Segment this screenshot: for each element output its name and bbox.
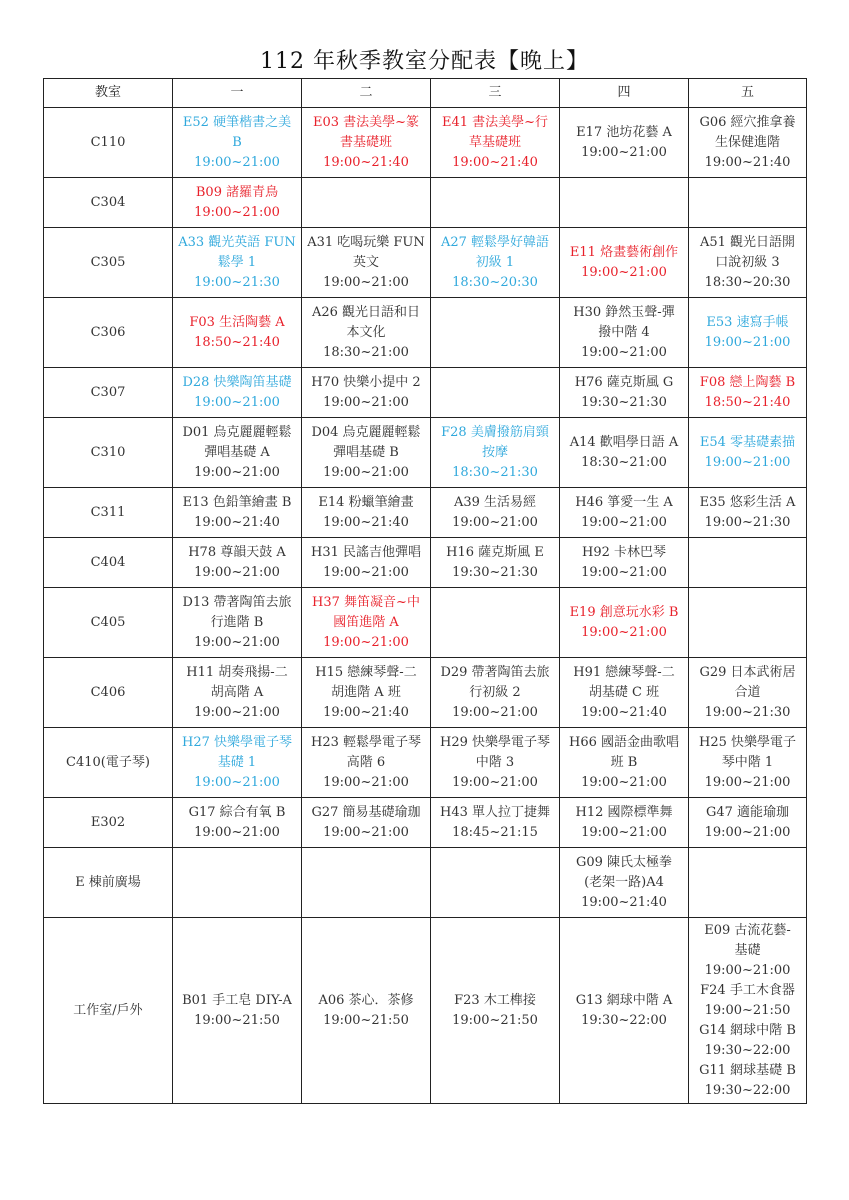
class-line: E13 色鉛筆繪畫 B (182, 494, 292, 510)
class-line: H46 箏愛一生 A (575, 494, 673, 510)
class-line: H76 薩克斯風 G (574, 374, 674, 390)
class-line: 英文 (352, 254, 379, 270)
class-cell (689, 488, 807, 538)
class-line: A33 觀光英語 FUN (178, 234, 296, 250)
table-row (44, 488, 807, 538)
class-line: 19:00~21:30 (704, 704, 791, 720)
class-line: 撥中階 4 (598, 324, 650, 340)
class-cell (431, 298, 560, 368)
class-line: 19:00~21:40 (704, 154, 791, 170)
class-line: 19:00~21:00 (704, 774, 791, 790)
class-line: G06 經穴推拿養 (699, 114, 796, 130)
class-cell (689, 658, 807, 728)
class-cell (431, 418, 560, 488)
page-title: 112 年秋季教室分配表【晚上】 (260, 49, 589, 74)
class-line: 19:00~21:50 (452, 1012, 538, 1028)
class-line: H15 戀練琴聲-二 (315, 664, 417, 680)
class-line: 基礎 (734, 942, 761, 958)
table-row (44, 418, 807, 488)
class-line: 18:50~21:40 (704, 394, 791, 410)
table-row (44, 368, 807, 418)
class-cell (431, 108, 560, 178)
room-cell: C307 (44, 368, 173, 418)
class-line: 本文化 (346, 324, 386, 340)
class-line: H23 輕鬆學電子琴 (310, 734, 421, 750)
class-line: 19:00~21:40 (452, 154, 538, 170)
class-line: 19:00~21:00 (323, 274, 409, 290)
header-fri: 五 (689, 79, 807, 108)
class-line: D01 烏克麗麗輕鬆 (182, 424, 292, 440)
room-cell: C306 (44, 298, 173, 368)
class-cell (302, 368, 431, 418)
class-cell (431, 728, 560, 798)
class-line: A27 輕鬆學好韓語 (440, 234, 550, 250)
header-thu: 四 (560, 79, 689, 108)
class-line: 19:30~21:30 (581, 394, 667, 410)
class-cell (302, 178, 431, 228)
class-cell (431, 848, 560, 918)
class-cell (173, 108, 302, 178)
class-line: 19:00~21:40 (194, 514, 280, 530)
class-cell (431, 918, 560, 1104)
class-line: A26 觀光日語和日 (311, 304, 421, 320)
class-line: H37 舞笛凝音~中 (312, 594, 420, 610)
class-line: E53 速寫手帳 (706, 314, 789, 330)
class-cell (431, 538, 560, 588)
class-line: 19:00~21:00 (194, 824, 280, 840)
class-cell (689, 798, 807, 848)
room-cell: C404 (44, 538, 173, 588)
class-line: 19:00~21:50 (194, 1012, 280, 1028)
class-line: 19:00~21:00 (323, 394, 409, 410)
class-line: E14 粉蠟筆繪畫 (318, 494, 414, 510)
class-line: H70 快樂小提中 2 (311, 374, 421, 390)
class-line: 19:00~21:00 (581, 774, 667, 790)
class-line: 胡高階 A (210, 684, 264, 700)
class-cell (173, 228, 302, 298)
class-line: 19:00~21:00 (704, 962, 791, 978)
class-line: F28 美膚撥筋肩頸 (441, 424, 549, 440)
class-line: 19:00~21:00 (323, 564, 409, 580)
header-room: 教室 (44, 79, 173, 108)
class-cell (431, 588, 560, 658)
class-line: H16 薩克斯風 E (446, 544, 544, 560)
class-line: G13 網球中階 A (575, 992, 673, 1008)
class-cell (302, 418, 431, 488)
class-line: 胡基礎 C 班 (588, 684, 660, 700)
header-row (44, 79, 807, 108)
class-cell (560, 798, 689, 848)
class-cell (173, 658, 302, 728)
class-line: 19:00~21:00 (704, 824, 791, 840)
table-row (44, 538, 807, 588)
class-line: E11 烙畫藝術創作 (569, 244, 679, 260)
class-line: 19:00~21:00 (704, 454, 791, 470)
class-line: 19:00~21:00 (194, 154, 280, 170)
class-cell (302, 108, 431, 178)
class-cell (689, 368, 807, 418)
class-cell (560, 538, 689, 588)
class-line: H27 快樂學電子琴 (181, 734, 292, 750)
class-cell (302, 588, 431, 658)
class-line: 19:00~21:50 (323, 1012, 409, 1028)
class-line: 行初級 2 (469, 684, 521, 700)
class-line: B (232, 134, 242, 150)
class-line: E54 零基礎素描 (699, 434, 796, 450)
class-line: 18:30~21:00 (581, 454, 667, 470)
room-cell: C305 (44, 228, 173, 298)
class-cell (560, 108, 689, 178)
class-line: F24 手工木食器 (700, 982, 795, 998)
class-cell (689, 848, 807, 918)
class-line: 19:00~21:50 (704, 1002, 791, 1018)
class-line: H30 錚然玉聲-彈 (573, 304, 675, 320)
class-line: 19:00~21:40 (323, 514, 409, 530)
class-line: 19:00~21:00 (194, 464, 280, 480)
class-line: H31 民謠吉他彈唱 (310, 544, 421, 560)
class-line: 彈唱基礎 A (204, 444, 270, 460)
class-line: G14 網球中階 B (699, 1022, 796, 1038)
table-row (44, 298, 807, 368)
class-line: H91 戀練琴聲-二 (573, 664, 675, 680)
class-line: 琴中階 1 (721, 754, 774, 770)
class-line: 草基礎班 (468, 134, 521, 150)
class-line: 18:30~20:30 (452, 274, 538, 290)
class-cell (302, 228, 431, 298)
class-line: 19:00~21:00 (194, 394, 280, 410)
class-cell (689, 728, 807, 798)
class-cell (302, 538, 431, 588)
class-line: 19:00~21:40 (581, 704, 667, 720)
class-line: 按摩 (481, 444, 508, 460)
room-cell: C410(電子琴) (44, 728, 173, 798)
class-line: D28 快樂陶笛基礎 (182, 374, 292, 390)
room-cell: C311 (44, 488, 173, 538)
class-cell (560, 178, 689, 228)
class-cell (302, 488, 431, 538)
class-cell (560, 658, 689, 728)
class-line: 初級 1 (475, 254, 515, 270)
class-line: E41 書法美學~行 (441, 114, 549, 130)
table-row (44, 728, 807, 798)
class-line: 19:00~21:00 (323, 774, 409, 790)
class-line: 19:00~21:00 (581, 264, 667, 280)
class-line: 19:30~22:00 (581, 1012, 667, 1028)
class-line: 高階 6 (346, 754, 386, 770)
class-line: G09 陳氏太極拳 (575, 854, 673, 870)
room-cell: C405 (44, 588, 173, 658)
class-line: A31 吃喝玩樂 FUN (307, 234, 425, 250)
class-line: 胡進階 A 班 (331, 684, 401, 700)
class-line: B09 諸羅青鳥 (195, 184, 279, 200)
class-line: G29 日本武術居 (699, 664, 796, 680)
class-line: 19:00~21:00 (323, 824, 409, 840)
class-cell (689, 588, 807, 658)
class-cell (560, 418, 689, 488)
header-tue: 二 (302, 79, 431, 108)
class-line: B01 手工皂 DIY-A (182, 992, 292, 1008)
class-line: 19:00~21:30 (704, 514, 791, 530)
schedule-table (43, 78, 807, 1104)
class-cell (173, 538, 302, 588)
class-cell (431, 798, 560, 848)
class-line: 19:00~21:00 (323, 634, 409, 650)
class-line: H12 國際標準舞 (575, 804, 673, 820)
class-cell (173, 368, 302, 418)
table-row (44, 588, 807, 658)
room-cell: C304 (44, 178, 173, 228)
class-line: (老架一路)A4 (584, 874, 664, 890)
header-wed: 三 (431, 79, 560, 108)
class-line: H78 尊韻天鼓 A (188, 544, 286, 560)
table-row (44, 108, 807, 178)
class-line: 19:00~21:00 (581, 824, 667, 840)
class-cell (173, 588, 302, 658)
class-line: 生保健進階 (714, 134, 780, 150)
room-cell: C310 (44, 418, 173, 488)
class-line: E52 硬筆楷書之美 (182, 114, 292, 130)
class-cell (689, 108, 807, 178)
class-line: 19:30~22:00 (704, 1082, 791, 1098)
class-line: 中階 3 (475, 754, 515, 770)
class-line: 19:00~21:00 (452, 704, 538, 720)
room-cell: 工作室/戶外 (44, 918, 173, 1104)
class-line: 國笛進階 A (333, 614, 399, 630)
class-line: G11 網球基礎 B (699, 1062, 796, 1078)
class-line: F03 生活陶藝 A (189, 314, 285, 330)
table-row (44, 228, 807, 298)
class-line: 19:00~21:40 (581, 894, 667, 910)
class-line: 19:00~21:40 (323, 154, 409, 170)
class-cell (431, 178, 560, 228)
class-cell (560, 588, 689, 658)
room-cell: C110 (44, 108, 173, 178)
class-line: 19:00~21:00 (323, 464, 409, 480)
class-cell (173, 728, 302, 798)
class-line: 19:00~21:00 (452, 514, 538, 530)
class-line: H11 胡奏飛揚-二 (186, 664, 288, 680)
class-line: D04 烏克麗麗輕鬆 (311, 424, 421, 440)
class-line: 19:00~21:00 (194, 774, 280, 790)
class-cell (560, 918, 689, 1104)
class-cell (560, 228, 689, 298)
class-line: 18:30~20:30 (704, 274, 791, 290)
class-cell (173, 848, 302, 918)
class-cell (173, 298, 302, 368)
table-row (44, 178, 807, 228)
table-row (44, 798, 807, 848)
class-line: F08 戀上陶藝 B (699, 374, 796, 390)
class-cell (560, 488, 689, 538)
class-line: 19:00~21:00 (194, 634, 280, 650)
class-line: 19:00~21:00 (581, 144, 667, 160)
class-line: H25 快樂學電子 (698, 734, 796, 750)
class-line: 書基礎班 (339, 134, 392, 150)
class-cell (173, 918, 302, 1104)
class-cell (689, 178, 807, 228)
class-line: E35 悠彩生活 A (699, 494, 796, 510)
class-line: 19:00~21:00 (194, 564, 280, 580)
class-line: 行進階 B (210, 614, 264, 630)
class-line: E19 創意玩水彩 B (569, 604, 679, 620)
class-line: 18:50~21:40 (194, 334, 280, 350)
class-line: F23 木工榫接 (454, 992, 536, 1008)
class-line: 基礎 1 (217, 754, 257, 770)
class-line: A39 生活易經 (453, 494, 537, 510)
class-line: 19:00~21:00 (194, 704, 280, 720)
class-cell (173, 178, 302, 228)
class-line: 合道 (734, 684, 761, 700)
class-cell (560, 368, 689, 418)
class-cell (173, 488, 302, 538)
class-cell (560, 298, 689, 368)
class-line: 19:00~21:00 (194, 204, 280, 220)
class-line: 18:45~21:15 (452, 824, 538, 840)
table-row (44, 848, 807, 918)
class-line: 19:00~21:30 (194, 274, 280, 290)
class-line: 口說初級 3 (715, 254, 780, 270)
class-line: 19:00~21:00 (581, 624, 667, 640)
class-cell (689, 418, 807, 488)
class-line: 19:30~21:30 (452, 564, 538, 580)
room-cell: C406 (44, 658, 173, 728)
class-cell (689, 538, 807, 588)
class-cell (689, 228, 807, 298)
class-cell (431, 368, 560, 418)
room-cell: E 棟前廣場 (44, 848, 173, 918)
class-line: E09 古流花藝- (704, 922, 791, 938)
class-line: G17 綜合有氧 B (188, 804, 286, 820)
class-line: 班 B (610, 754, 638, 770)
class-cell (689, 918, 807, 1104)
class-line: H66 國語金曲歌唱 (568, 734, 679, 750)
class-line: E17 池坊花藝 A (576, 124, 672, 140)
class-line: 19:30~22:00 (704, 1042, 791, 1058)
class-cell (302, 298, 431, 368)
table-row (44, 918, 807, 1104)
class-cell (302, 918, 431, 1104)
class-line: 鬆學 1 (217, 254, 257, 270)
class-line: 19:00~21:00 (581, 344, 667, 360)
class-line: A06 茶心．茶修 (318, 992, 414, 1008)
class-cell (302, 798, 431, 848)
class-line: H29 快樂學電子琴 (439, 734, 550, 750)
class-cell (302, 848, 431, 918)
room-cell: E302 (44, 798, 173, 848)
class-line: 彈唱基礎 B (333, 444, 399, 460)
class-cell (431, 658, 560, 728)
class-cell (302, 728, 431, 798)
class-line: D29 帶著陶笛去旅 (440, 664, 550, 680)
class-line: 18:30~21:00 (323, 344, 409, 360)
class-line: A51 觀光日語開 (699, 234, 796, 250)
class-line: 18:30~21:30 (452, 464, 538, 480)
class-line: G27 簡易基礎瑜珈 (311, 804, 421, 820)
class-line: G47 適能瑜珈 (705, 804, 790, 820)
class-cell (431, 228, 560, 298)
class-cell (173, 418, 302, 488)
class-line: E03 書法美學~篆 (312, 114, 420, 130)
header-mon: 一 (173, 79, 302, 108)
class-cell (560, 848, 689, 918)
class-line: H43 單人拉丁捷舞 (439, 804, 550, 820)
class-line: 19:00~21:00 (452, 774, 538, 790)
class-line: H92 卡林巴琴 (581, 544, 666, 560)
class-line: 19:00~21:00 (581, 514, 667, 530)
class-cell (173, 798, 302, 848)
class-line: 19:00~21:40 (323, 704, 409, 720)
class-line: 19:00~21:00 (704, 334, 791, 350)
class-cell (302, 658, 431, 728)
class-line: D13 帶著陶笛去旅 (182, 594, 292, 610)
class-line: 19:00~21:00 (581, 564, 667, 580)
class-cell (431, 488, 560, 538)
table-row (44, 658, 807, 728)
class-cell (689, 298, 807, 368)
class-line: A14 歡唱學日語 A (569, 434, 679, 450)
class-cell (560, 728, 689, 798)
